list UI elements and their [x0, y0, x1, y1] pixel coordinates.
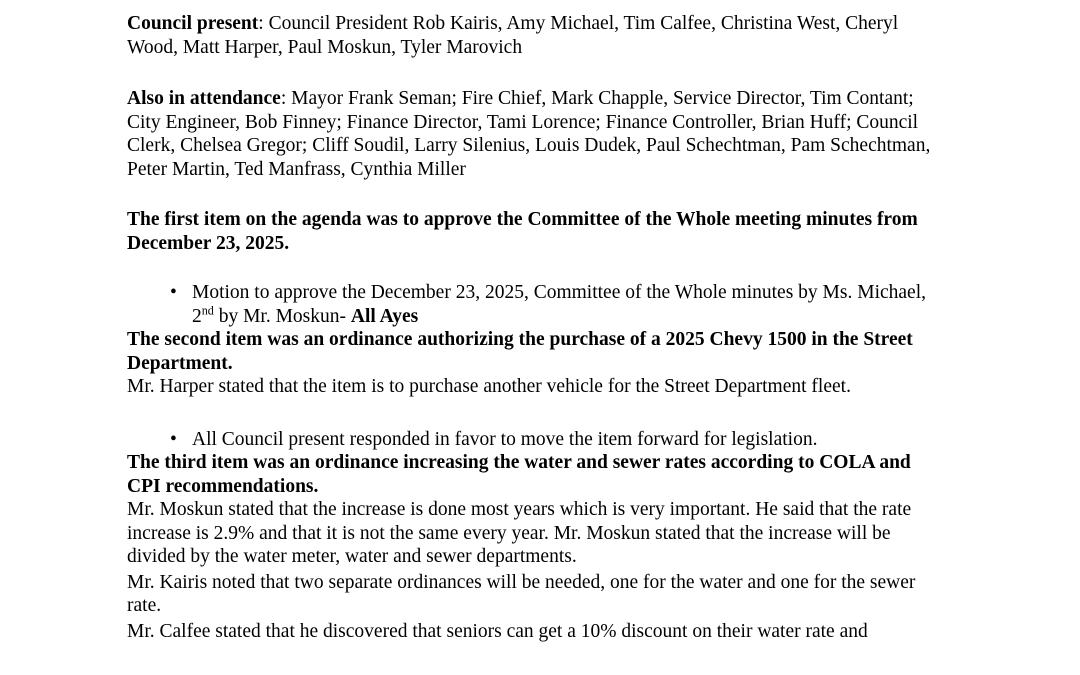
item2-heading: The second item was an ordinance authorizing the purchase of a 2025 Chevy 1500 in the Street Department. — [127, 329, 913, 374]
item2-block — [127, 328, 943, 399]
council-present-label: Council present — [127, 13, 259, 34]
item1-bullet-text-pre: Motion to approve the December 23, 2025, Committee of the Whole minutes by Ms. Michael, 2 — [192, 282, 926, 327]
also-in-attendance-text: : Mayor Frank Seman; Fire Chief, Mark Chapple, Service Director, Tim Contant; City Engineer, Bob Finney; Finance Director, Tami Lorence; Finance Controller, Brian Huff; Council Clerk, Chelsea Gregor; Cliff Soudil, Larry Silenius, Louis Dudek, Paul Schechtman, Pam Schechtman, Peter Martin, Ted Manfrass, Cynthia Miller — [127, 88, 931, 180]
council-present-text: : Council President Rob Kairis, Amy Michael, Tim Calfee, Christina West, Cheryl Wood, Matt Harper, Paul Moskun, Tyler Marovich — [127, 13, 899, 58]
bullet-icon: • — [170, 282, 177, 303]
item2-body: Mr. Harper stated that the item is to purchase another vehicle for the Street Department fleet. — [127, 376, 851, 397]
item1-bullet-list — [127, 281, 943, 328]
item3-heading: The third item was an ordinance increasing the water and sewer rates according to COLA and CPI recommendations. — [127, 452, 911, 497]
item1-bullet-vote-result: All Ayes — [350, 305, 419, 327]
item1-bullet-superscript: nd — [201, 303, 214, 317]
minutes-content — [127, 12, 943, 643]
also-in-attendance-paragraph — [127, 87, 943, 181]
item2-bullet-list — [127, 428, 943, 452]
item1-heading: The first item on the agenda was to approve the Committee of the Whole meeting minutes from December 23, 2025. — [127, 209, 918, 254]
item3-body1: Mr. Moskun stated that the increase is done most years which is very important. He said that the rate increase is 2.9% and that it is not the same every year. Mr. Moskun stated that the increase will be divided by the water meter, water and sewer departments. — [127, 499, 912, 567]
bullet-icon: • — [170, 428, 177, 450]
also-in-attendance-label: Also in attendance — [127, 88, 281, 109]
item3-body2: Mr. Kairis noted that two separate ordinances will be needed, one for the water and one for the sewer rate. — [127, 571, 916, 616]
item2-bullet-text: All Council present responded in favor to move the item forward for legislation. — [192, 428, 818, 450]
item2-bullet — [127, 428, 943, 452]
council-present-paragraph — [127, 12, 943, 59]
item1-bullet — [127, 281, 943, 328]
item3-body3: Mr. Calfee stated that he discovered that seniors can get a 10% discount on their water rate and — [127, 620, 868, 642]
item3-block — [127, 451, 943, 569]
item1-bullet-text-mid: by Mr. Moskun- — [213, 305, 351, 327]
